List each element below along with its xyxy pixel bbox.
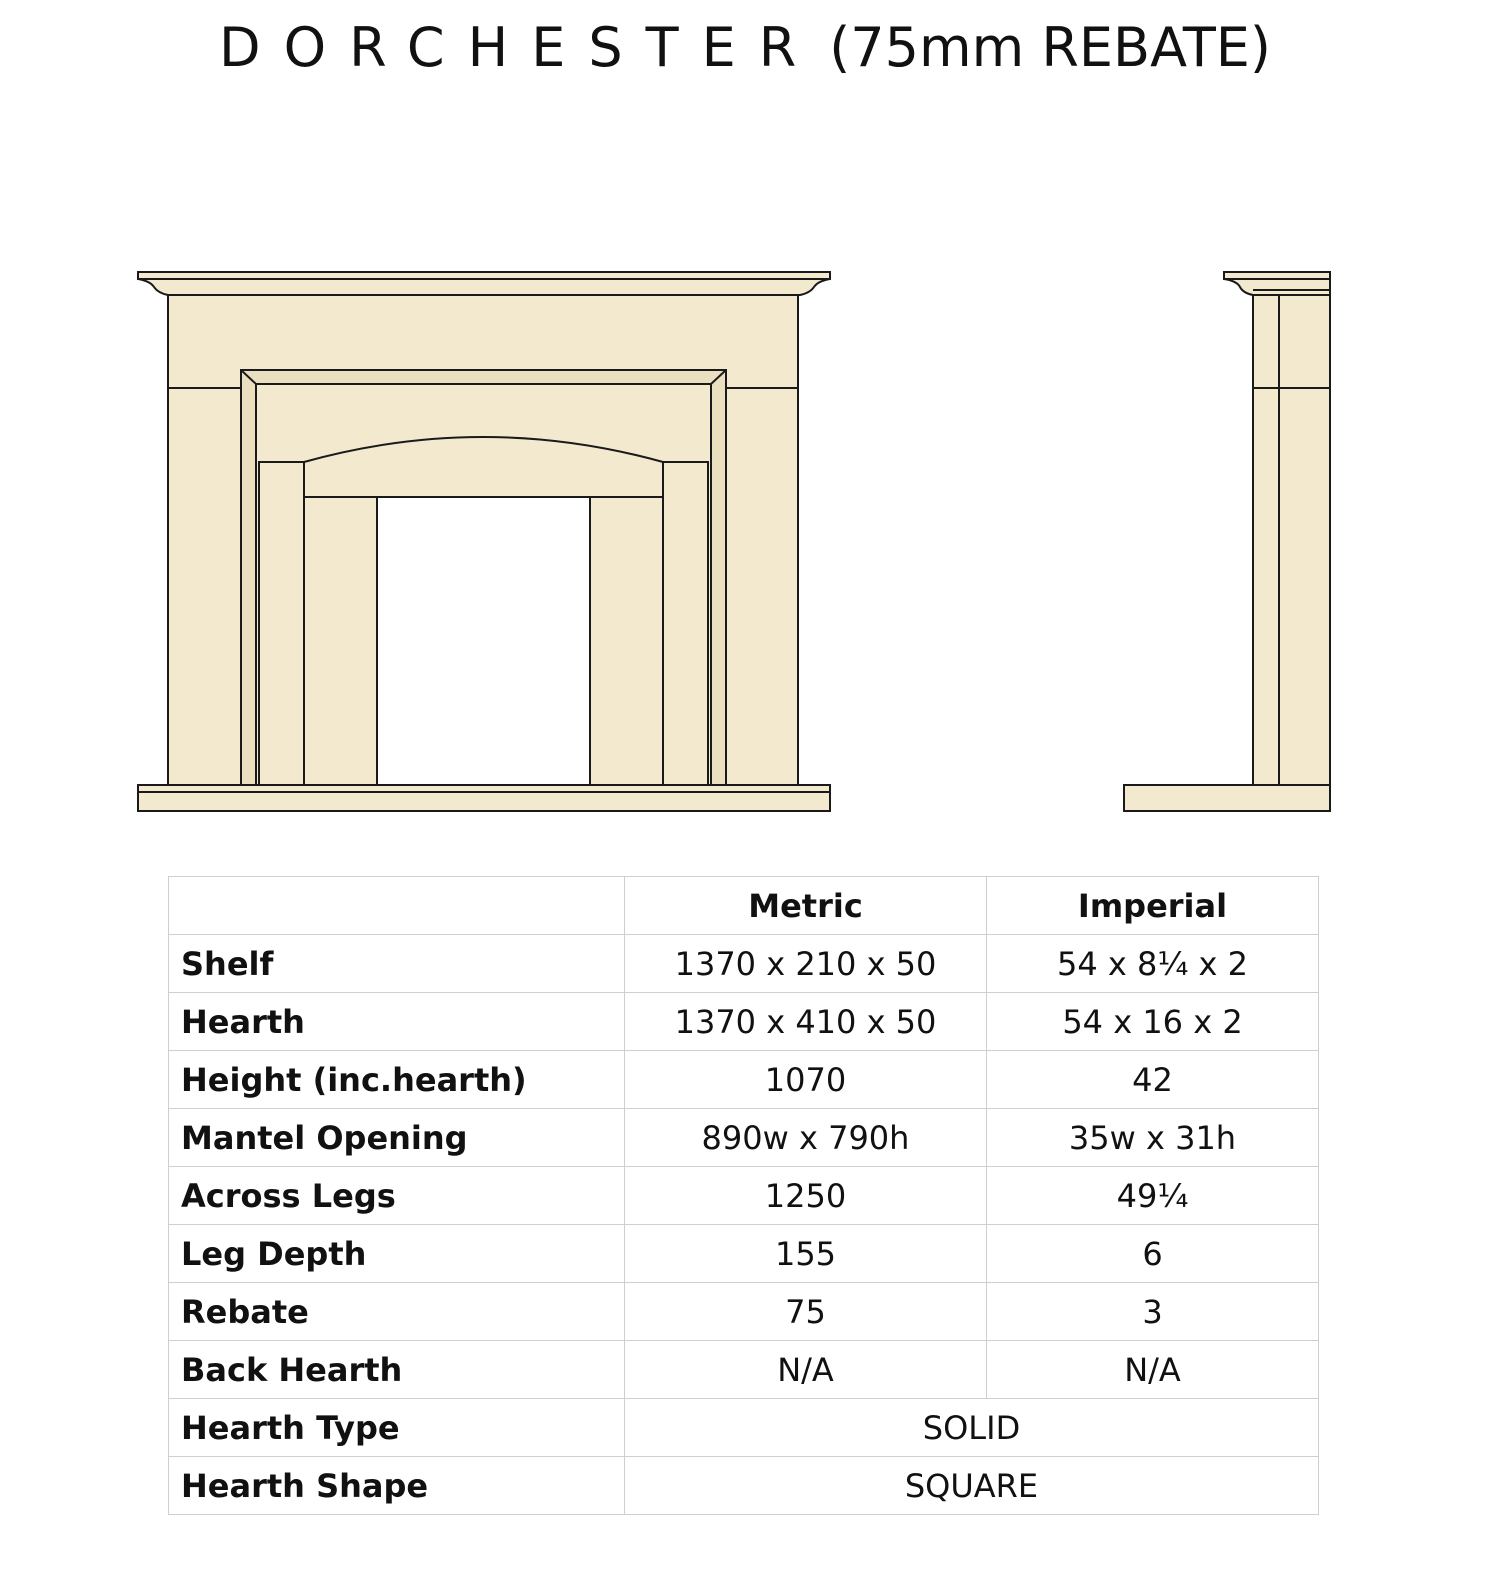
front-shelf	[138, 272, 830, 279]
row-label: Hearth Type	[169, 1399, 625, 1457]
table-header-row	[169, 877, 1319, 935]
row-label: Rebate	[169, 1283, 625, 1341]
side-hearth	[1124, 785, 1330, 811]
table-row	[169, 1051, 1319, 1109]
header-metric: Metric	[625, 877, 987, 935]
front-pilaster-right	[590, 497, 663, 785]
table-row	[169, 1225, 1319, 1283]
row-label: Hearth	[169, 993, 625, 1051]
row-label: Hearth Shape	[169, 1457, 625, 1515]
table-row	[169, 1109, 1319, 1167]
row-label: Back Hearth	[169, 1341, 625, 1399]
side-elevation	[1124, 272, 1330, 811]
merged-value: SQUARE	[625, 1457, 1319, 1515]
front-elevation	[138, 272, 830, 811]
metric-value: 1370 x 210 x 50	[625, 935, 987, 993]
row-label: Across Legs	[169, 1167, 625, 1225]
table-row	[169, 1457, 1319, 1515]
front-pilaster-left	[304, 497, 377, 785]
front-fire-opening	[377, 497, 590, 785]
product-rebate-note: (75mm REBATE)	[829, 16, 1271, 79]
side-leg	[1253, 295, 1330, 785]
table-row	[169, 1399, 1319, 1457]
header-imperial: Imperial	[987, 877, 1319, 935]
front-shelf-moulding	[138, 279, 830, 295]
metric-value: 1250	[625, 1167, 987, 1225]
imperial-value: 35w x 31h	[987, 1109, 1319, 1167]
row-label: Height (inc.hearth)	[169, 1051, 625, 1109]
table-row	[169, 935, 1319, 993]
merged-value: SOLID	[625, 1399, 1319, 1457]
row-label: Leg Depth	[169, 1225, 625, 1283]
metric-value: 75	[625, 1283, 987, 1341]
imperial-value: N/A	[987, 1341, 1319, 1399]
row-label: Mantel Opening	[169, 1109, 625, 1167]
metric-value: 1070	[625, 1051, 987, 1109]
table-row	[169, 1283, 1319, 1341]
specification-table	[168, 876, 1319, 1515]
metric-value: 890w x 790h	[625, 1109, 987, 1167]
row-label: Shelf	[169, 935, 625, 993]
table-row	[169, 1341, 1319, 1399]
side-shelf	[1224, 272, 1330, 279]
metric-value: N/A	[625, 1341, 987, 1399]
metric-value: 1370 x 410 x 50	[625, 993, 987, 1051]
product-name: DORCHESTER	[218, 16, 820, 79]
metric-value: 155	[625, 1225, 987, 1283]
imperial-value: 54 x 8¼ x 2	[987, 935, 1319, 993]
imperial-value: 49¼	[987, 1167, 1319, 1225]
imperial-value: 54 x 16 x 2	[987, 993, 1319, 1051]
table-row	[169, 993, 1319, 1051]
table-row	[169, 1167, 1319, 1225]
imperial-value: 6	[987, 1225, 1319, 1283]
front-slip-left	[259, 462, 304, 785]
side-shelf-moulding	[1224, 279, 1330, 295]
imperial-value: 3	[987, 1283, 1319, 1341]
front-hearth	[138, 785, 830, 811]
header-blank	[169, 877, 625, 935]
front-slip-right	[663, 462, 708, 785]
imperial-value: 42	[987, 1051, 1319, 1109]
